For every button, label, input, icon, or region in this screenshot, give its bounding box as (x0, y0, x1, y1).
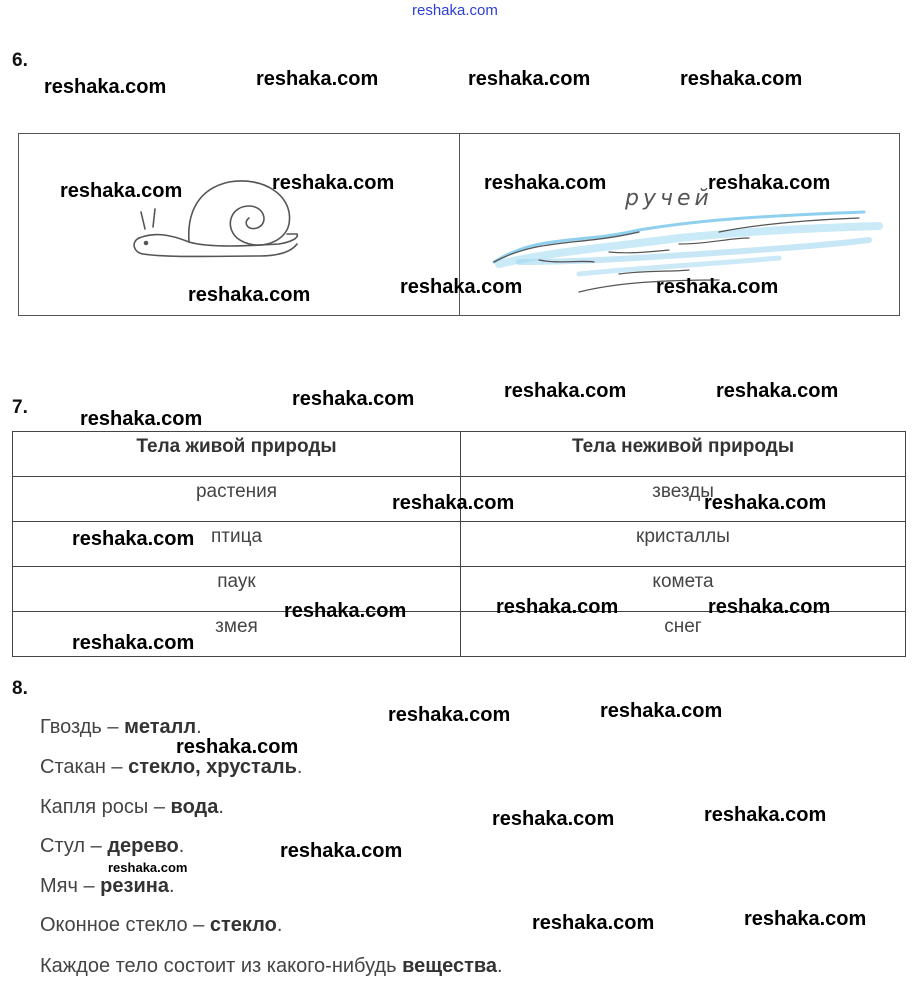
answer-line: Мяч – резина. (40, 875, 175, 897)
answer-line: Оконное стекло – стекло. (40, 914, 283, 936)
watermark: reshaka.com (708, 172, 831, 194)
watermark: reshaka.com (72, 528, 195, 550)
watermark: reshaka.com (392, 492, 515, 514)
watermark: reshaka.com (496, 596, 619, 618)
watermark: reshaka.com (176, 736, 299, 758)
header-living: Тела живой природы (13, 432, 461, 477)
watermark: reshaka.com (532, 912, 655, 934)
watermark: reshaka.com (388, 704, 511, 726)
watermark: reshaka.com (492, 808, 615, 830)
table-cell: змея (13, 612, 461, 657)
table-cell: звезды (461, 477, 906, 522)
answer-line: Стул – дерево. (40, 835, 185, 857)
table-cell: кристаллы (461, 522, 906, 567)
watermark: reshaka.com (504, 380, 627, 402)
watermark: reshaka.com (272, 172, 395, 194)
table-cell: растения (13, 477, 461, 522)
watermark: reshaka.com (72, 632, 195, 654)
watermark: reshaka.com (280, 840, 403, 862)
watermark: reshaka.com (484, 172, 607, 194)
watermark: reshaka.com (400, 276, 523, 298)
table-cell: комета (461, 567, 906, 612)
watermark: reshaka.com (708, 596, 831, 618)
answer-line: Капля росы – вода. (40, 796, 224, 818)
answer-line: Гвоздь – металл. (40, 716, 202, 738)
watermark-small: reshaka.com (108, 860, 188, 875)
table-cell: птица (13, 522, 461, 567)
watermark: reshaka.com (656, 276, 779, 298)
watermark: reshaka.com (292, 388, 415, 410)
watermark: reshaka.com (744, 908, 867, 930)
watermark: reshaka.com (704, 804, 827, 826)
watermark: reshaka.com (716, 380, 839, 402)
table-cell: паук (13, 567, 461, 612)
header-nonliving: Тела неживой природы (461, 432, 906, 477)
watermark: reshaka.com (44, 76, 167, 98)
table-cell: снег (461, 612, 906, 657)
watermark: reshaka.com (680, 68, 803, 90)
answer-line: Стакан – стекло, хрусталь. (40, 756, 303, 778)
watermark: reshaka.com (188, 284, 311, 306)
table-header-row (13, 432, 906, 477)
stream-label: ручей (625, 186, 713, 211)
watermark: reshaka.com (80, 408, 203, 430)
watermark: reshaka.com (60, 180, 183, 202)
watermark: reshaka.com (600, 700, 723, 722)
task-7-number: 7. (12, 397, 28, 418)
task-6-number: 6. (12, 50, 28, 71)
site-header-link[interactable]: reshaka.com (412, 2, 498, 19)
watermark: reshaka.com (468, 68, 591, 90)
conclusion-line: Каждое тело состоит из какого-нибудь вещества. (40, 955, 503, 977)
task-8-number: 8. (12, 678, 28, 699)
watermark: reshaka.com (284, 600, 407, 622)
watermark: reshaka.com (256, 68, 379, 90)
watermark: reshaka.com (704, 492, 827, 514)
